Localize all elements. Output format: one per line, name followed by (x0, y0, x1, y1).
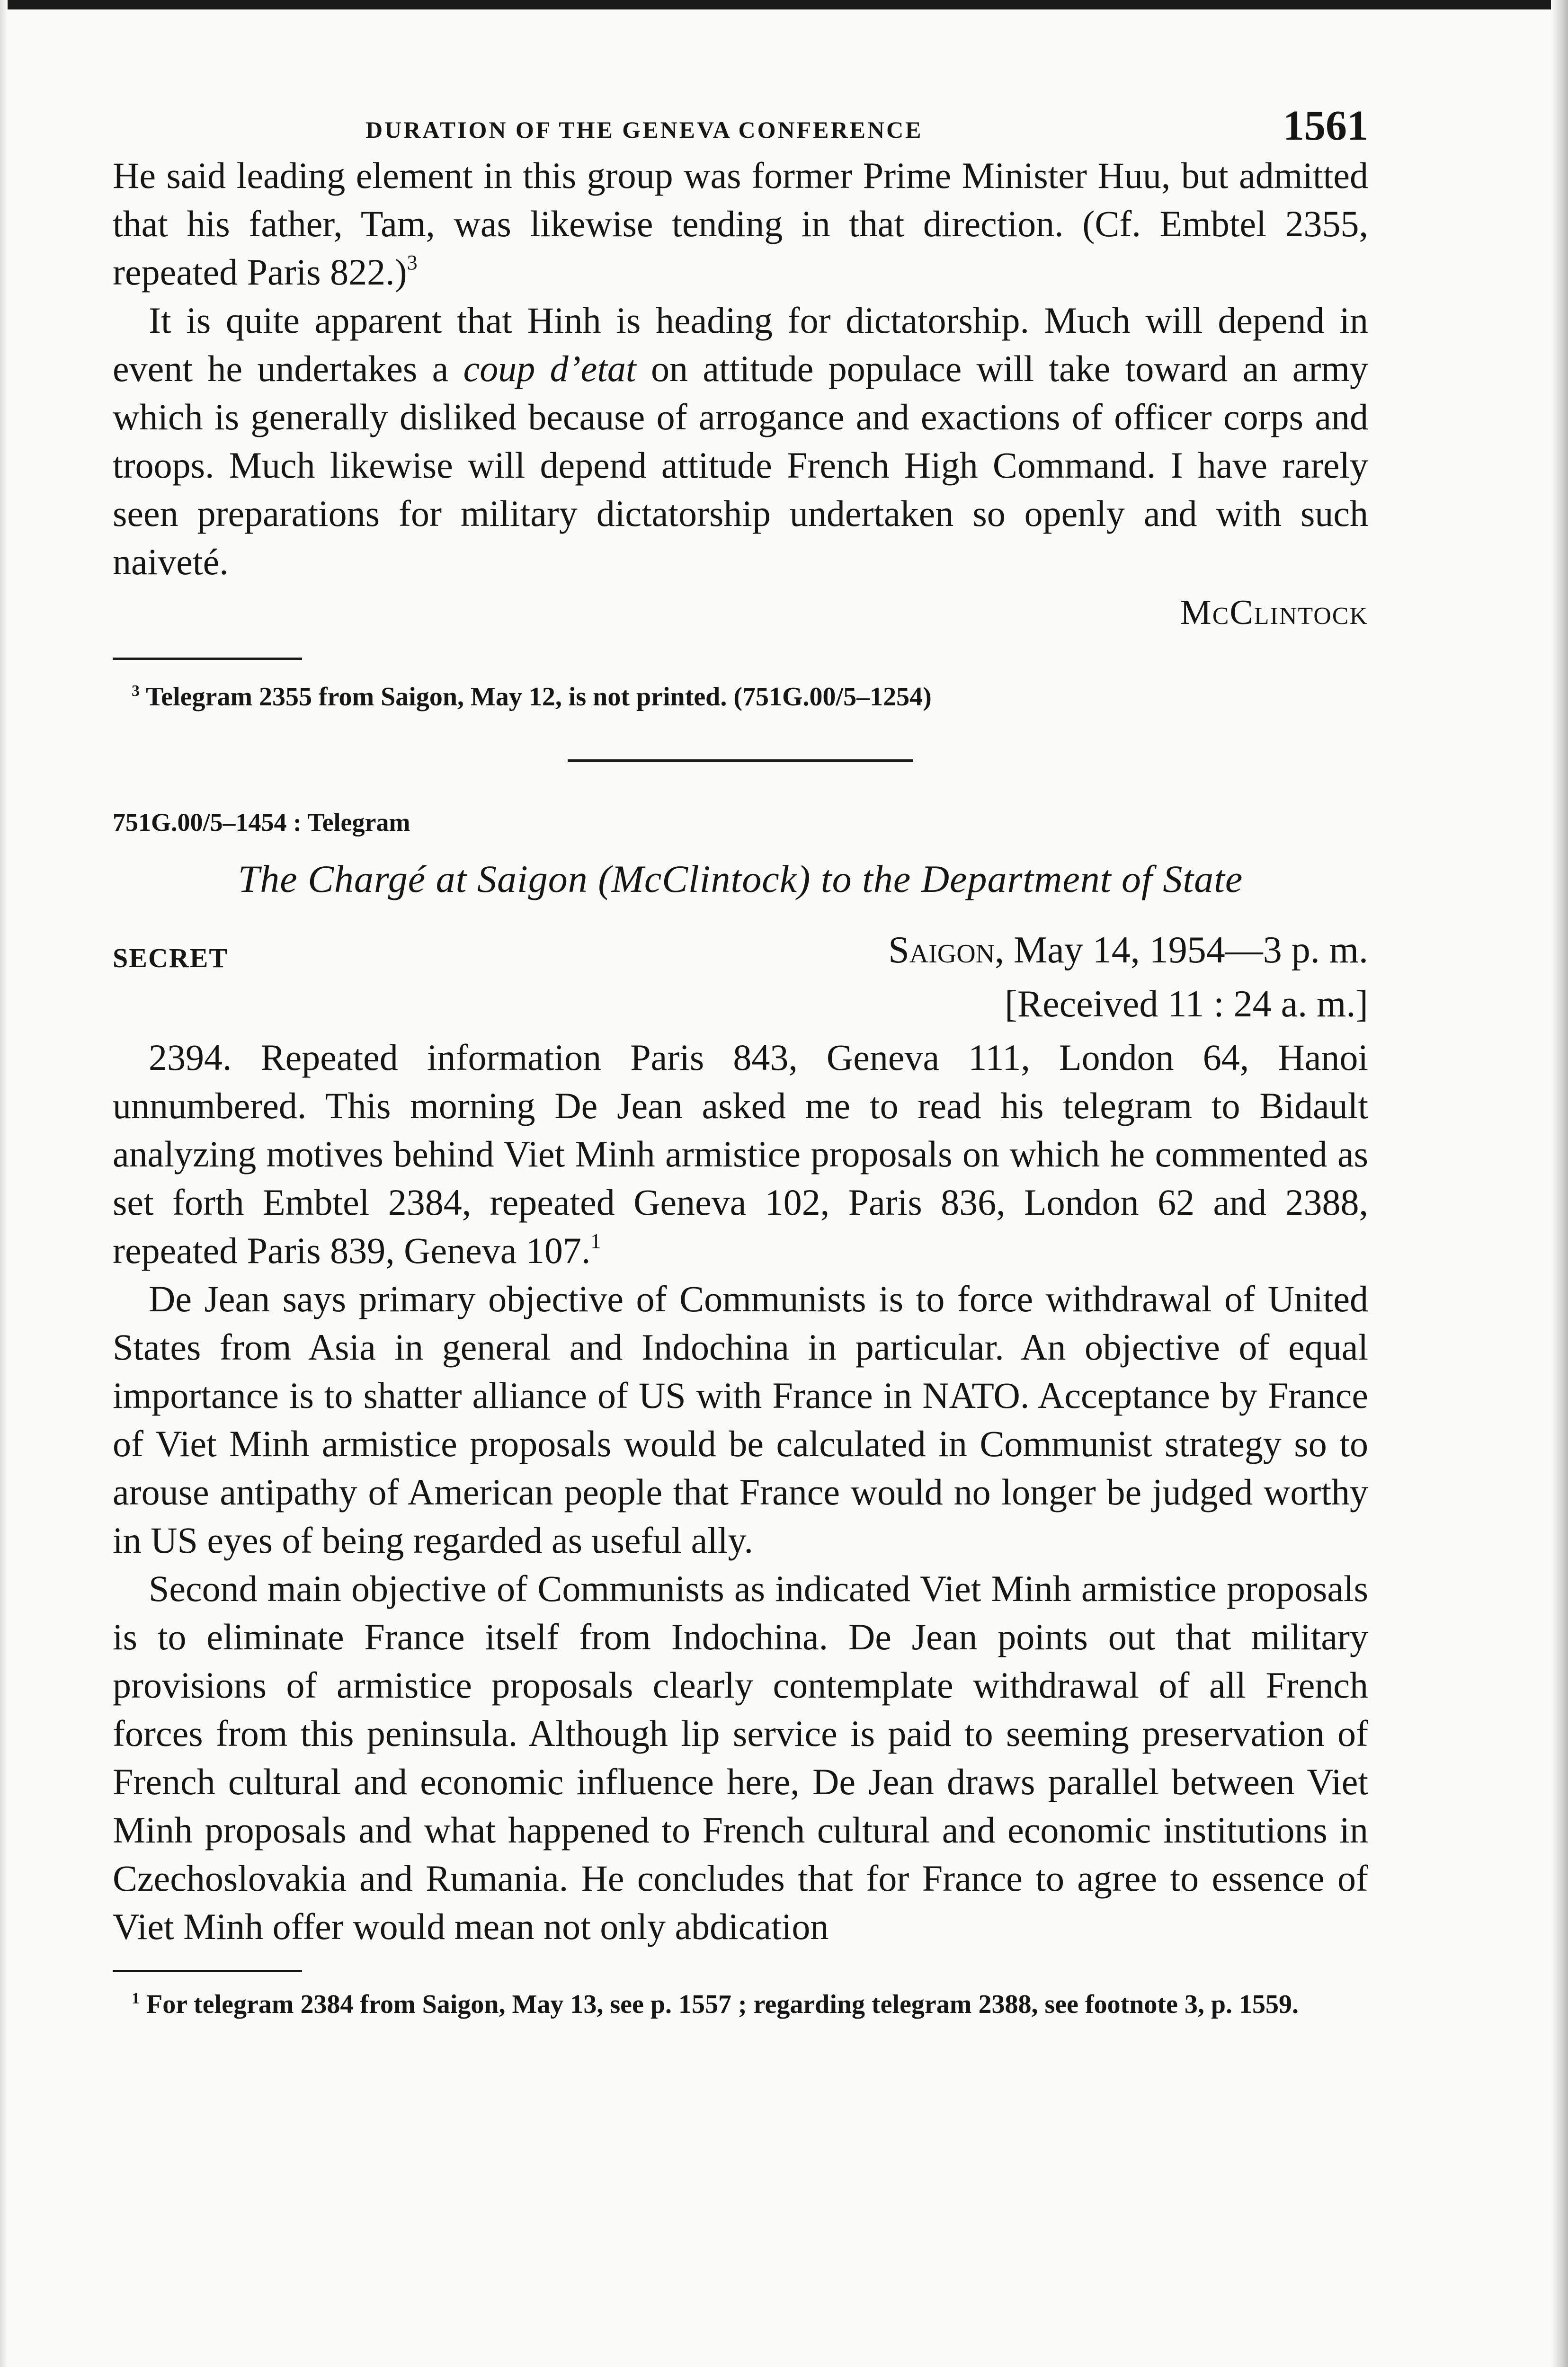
document-title: The Chargé at Saigon (McClintock) to the Department of State (238, 857, 1243, 900)
section-divider (568, 759, 913, 762)
continued-paragraph: He said leading element in this group was former Prime Minister Huu, but admitted that his father, Tam, was likewise tending in that direction. (Cf. Embtel 2355, repeated Paris 822.)$^3$ (113, 155, 1368, 293)
page-number: 1561 (1283, 102, 1368, 149)
signature: McClintock (1180, 593, 1368, 632)
footnote-ref-1: 1 (590, 1229, 601, 1253)
paragraph-2394: 2394. Repeated information Paris 843, Geneva 111, London 64, Hanoi unnumbered. This morning De Jean asked me to read his telegram to Bidault analyzing motives behind Viet Minh armistice proposals on which he commented as set forth Embtel 2384, repeated Geneva 102, Paris 836, London 62 and 2388, repeated Paris 839, Geneva 107.$^1$ (113, 1037, 1368, 1271)
received-time: [Received 11 : 24 a. m.] (1005, 983, 1368, 1025)
footnote-rule (113, 658, 302, 660)
paragraph-second-objective: Second main objective of Communists as indicated Viet Minh armistice proposals is to eliminate France itself from Indochina. De Jean points out that military provisions of armistice proposals clearly contemplate withdrawal of all French forces from this peninsula. Although lip service is paid to seeming preservation of French cultural and economic influence here, De Jean draws parallel between Viet Minh proposals and what happened to French cultural and economic institutions in Czechoslovakia and Rumania. He concludes that for France to agree to essence of Viet Minh offer would mean not only abdication (113, 1568, 1368, 1947)
document-page (113, 95, 1368, 2022)
classification-label: SECRET (113, 943, 229, 973)
paragraph-primary-objective: De Jean says primary objective of Communists is to force withdrawal of United States from Asia in general and Indochina in particular. An objective of equal importance is to shatter alliance of US with France in NATO. Acceptance by France of Viet Minh armistice proposals would be calculated in Communist strategy so to arouse antipathy of American people that France would no longer be judged worthy in US eyes of being regarded as useful ally. (113, 1278, 1368, 1561)
dateline: Saigon, May 14, 1954—3 p. m. (888, 929, 1368, 971)
footnote-1: $^1$ For telegram 2384 from Saigon, May 13, see p. 1557 ; regarding telegram 2388, see footnote 3, p. 1559. (132, 1990, 1299, 2019)
scan-right-edge (1551, 0, 1568, 2367)
dateline-row (113, 929, 1368, 981)
running-head (113, 95, 1368, 151)
footnote-rule-bottom (113, 1970, 302, 1972)
footnote-ref-3: 3 (407, 251, 418, 274)
footnote-3: $^3$ Telegram 2355 from Saigon, May 12, is not printed. (751G.00/5–1254) (132, 682, 932, 712)
scan-left-edge (0, 0, 8, 2367)
scan-top-border (0, 0, 1568, 9)
file-reference: 751G.00/5–1454 : Telegram (113, 808, 410, 836)
running-title: DURATION OF THE GENEVA CONFERENCE (365, 116, 923, 143)
paragraph-dictatorship: It is quite apparent that Hinh is heading for dictatorship. Much will depend in event he undertakes a coup d’etat on attitude populace will take toward an army which is generally disliked because of arrogance and exactions of officer corps and troops. Much likewise will depend attitude French High Command. I have rarely seen preparations for military dictatorship undertaken so openly and with such naiveté. (113, 300, 1368, 582)
